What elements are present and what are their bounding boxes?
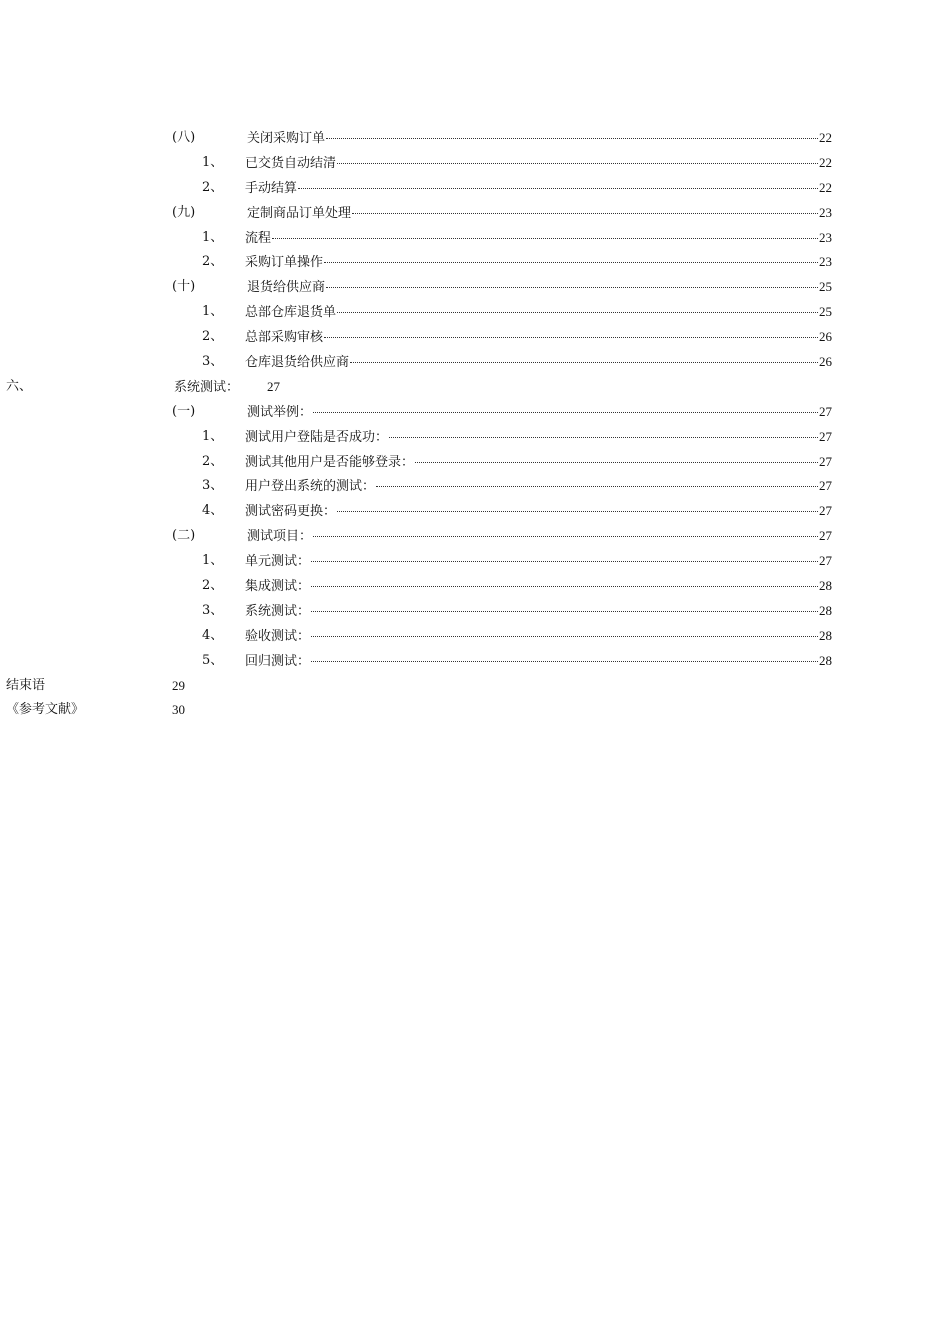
toc-entry-page: 22 (819, 154, 832, 170)
dot-leader (376, 486, 818, 487)
toc-entry-page: 27 (819, 478, 832, 494)
toc-entry-page: 27 (819, 428, 832, 444)
toc-entry-page: 27 (267, 378, 281, 394)
toc-entry-title: 总部仓库退货单 (245, 305, 337, 321)
toc-entry-page: 27 (819, 403, 832, 419)
toc-entry-title: 测试项目： (247, 529, 313, 545)
toc-entry-page: 22 (819, 179, 832, 195)
dot-leader (313, 536, 818, 537)
toc-entry[interactable] (0, 126, 950, 151)
toc-entry-page: 23 (819, 254, 832, 270)
toc-entry[interactable] (0, 549, 950, 574)
toc-entry-page: 25 (819, 304, 832, 320)
dot-leader (311, 611, 818, 612)
toc-entry[interactable] (0, 524, 950, 549)
toc-entry-title: 系统测试： (174, 379, 240, 395)
toc-entry-page: 26 (819, 329, 832, 345)
toc-entry-page: 30 (172, 702, 185, 718)
dot-leader (415, 462, 818, 463)
toc-entry-number: (十) (172, 279, 196, 295)
toc-entry[interactable] (0, 624, 950, 649)
toc-entry-conclusion[interactable] (0, 674, 950, 699)
toc-entry-title: 《参考文献》 (6, 702, 85, 718)
toc-entry-title: 仓库退货给供应商 (245, 355, 350, 371)
toc-entry-number: (八) (172, 130, 196, 145)
toc-entry-number: 2、 (202, 254, 224, 270)
toc-entry-number: (九) (172, 204, 196, 220)
dot-leader (311, 661, 818, 662)
toc-entry-title: 用户登出系统的测试： (245, 479, 376, 495)
toc-entry-number: 5、 (202, 652, 224, 668)
toc-entry-number: 1、 (202, 229, 224, 245)
dot-leader (272, 238, 818, 239)
toc-entry-title: 关闭采购订单 (247, 131, 326, 146)
toc-entry-title: 流程 (245, 230, 272, 246)
toc-entry-title: 系统测试： (245, 603, 311, 619)
toc-entry-page: 25 (819, 279, 832, 295)
toc-entry[interactable] (0, 474, 950, 499)
toc-entry-page: 23 (819, 204, 832, 220)
toc-entry-title: 结束语 (6, 677, 46, 693)
toc-entry-number: 2、 (202, 329, 224, 345)
dot-leader (337, 312, 818, 313)
toc-entry[interactable] (0, 325, 950, 350)
toc-entry[interactable] (0, 574, 950, 599)
toc-entry-number: 1、 (202, 154, 224, 170)
toc-entry-title: 测试密码更换： (245, 504, 337, 520)
toc-entry-number: 4、 (202, 627, 224, 643)
toc-entry-page: 29 (172, 677, 185, 693)
dot-leader (324, 337, 818, 338)
toc-entry-title: 集成测试： (245, 579, 311, 595)
toc-entry-page: 28 (819, 602, 832, 618)
dot-leader (313, 412, 818, 413)
toc-entry[interactable] (0, 176, 950, 201)
dot-leader (352, 213, 818, 214)
dot-leader (326, 287, 818, 288)
toc-entry[interactable] (0, 499, 950, 524)
toc-entry-title: 采购订单操作 (245, 255, 324, 271)
toc-entry-number: 3、 (202, 602, 224, 618)
dot-leader (326, 138, 818, 139)
toc-entry-number: 3、 (202, 354, 224, 370)
toc-entry-title: 总部采购审核 (245, 330, 324, 346)
toc-entry-number: 1、 (202, 304, 224, 320)
toc-entry[interactable] (0, 400, 950, 425)
toc-entry-number: (一) (172, 403, 196, 419)
table-of-contents (0, 126, 950, 723)
toc-entry-title: 定制商品订单处理 (247, 205, 352, 221)
toc-entry-number: 六、 (6, 378, 33, 394)
toc-entry-title: 已交货自动结清 (245, 155, 337, 171)
toc-entry[interactable] (0, 226, 950, 251)
toc-entry[interactable] (0, 275, 950, 300)
toc-entry-number: 2、 (202, 453, 224, 469)
toc-entry-page: 28 (819, 652, 832, 668)
toc-entry-title: 测试举例： (247, 404, 313, 420)
toc-entry-number: 3、 (202, 478, 224, 494)
toc-entry[interactable] (0, 450, 950, 475)
toc-entry-page: 27 (819, 453, 832, 469)
dot-leader (389, 437, 818, 438)
toc-entry-page: 26 (819, 354, 832, 370)
toc-entry[interactable] (0, 250, 950, 275)
toc-entry-number: 2、 (202, 578, 224, 594)
toc-entry-number: (二) (172, 528, 196, 544)
toc-entry-title: 手动结算 (245, 180, 298, 196)
toc-entry-title: 测试其他用户是否能够登录： (245, 454, 415, 470)
toc-entry[interactable] (0, 425, 950, 450)
toc-entry-number: 2、 (202, 179, 224, 195)
dot-leader (311, 561, 818, 562)
toc-entry-references[interactable] (0, 698, 950, 723)
toc-entry[interactable] (0, 300, 950, 325)
toc-entry[interactable] (0, 201, 950, 226)
toc-entry-title: 测试用户登陆是否成功： (245, 429, 389, 445)
toc-entry-number: 4、 (202, 503, 224, 519)
dot-leader (337, 511, 818, 512)
toc-entry[interactable] (0, 599, 950, 624)
toc-entry-page: 28 (819, 627, 832, 643)
toc-entry-title: 单元测试： (245, 554, 311, 570)
toc-entry[interactable] (0, 649, 950, 674)
toc-entry-page: 27 (819, 528, 832, 544)
toc-entry-page: 23 (819, 229, 832, 245)
toc-entry-page: 28 (819, 578, 832, 594)
toc-entry-page: 27 (819, 503, 832, 519)
dot-leader (298, 188, 818, 189)
dot-leader (311, 636, 818, 637)
toc-entry-title: 回归测试： (245, 653, 311, 669)
toc-entry-number: 1、 (202, 553, 224, 569)
toc-entry[interactable] (0, 151, 950, 176)
toc-entry-title: 退货给供应商 (247, 280, 326, 296)
toc-entry[interactable] (0, 350, 950, 375)
toc-entry-title: 验收测试： (245, 628, 311, 644)
dot-leader (324, 262, 818, 263)
toc-entry-number: 1、 (202, 428, 224, 444)
dot-leader (350, 362, 818, 363)
toc-entry-chapter[interactable] (0, 375, 950, 400)
dot-leader (311, 586, 818, 587)
toc-entry-page: 27 (819, 553, 832, 569)
dot-leader (337, 163, 818, 164)
toc-entry-page: 22 (819, 130, 832, 145)
